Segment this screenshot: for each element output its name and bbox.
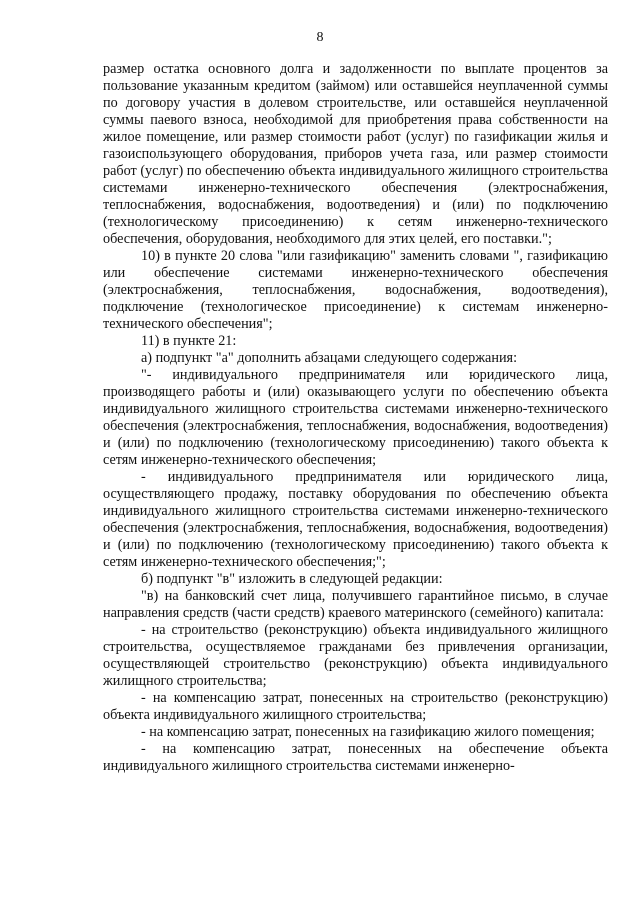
paragraph: размер остатка основного долга и задолженности по выплате процентов за пользование указанным кредитом (займом) или оставшейся неуплаченной суммы по договору участия в долевом строительстве, или оставшейся неуплаченной суммы паевого взноса, необходимой для приобретения права собственности на жилое помещение, или размер стоимости работ (услуг) по газификации жилья и газоиспользующего оборудования, приборов учета газа, или размер стоимости работ (услуг) по обеспечению объекта индивидуального жилищного строительства системами инженерно-технического обеспечения (электроснабжения, теплоснабжения, водоснабжения, водоотведения) и (или) по подключению (технологическому присоединению) к сетям инженерно-технического обеспечения, оборудования, необходимого для этих целей, его поставки."; [103, 61, 608, 247]
paragraph: - на компенсацию затрат, понесенных на строительство (реконструкцию) объекта индивидуального жилищного строительства; [103, 690, 608, 723]
paragraph: - индивидуального предпринимателя или юридического лица, осуществляющего продажу, поставку оборудования по обеспечению объекта индивидуального жилищного строительства системами инженерно-технического обеспечения (электроснабжения, теплоснабжения, водоснабжения, водоотведения) и (или) по подключению (технологическому присоединению) такого объекта к сетям инженерно-технического обеспечения;"; [103, 469, 608, 570]
paragraph: "- индивидуального предпринимателя или юридического лица, производящего работы и (или) оказывающего услуги по обеспечению объекта индивидуального жилищного строительства системами инженерно-технического обеспечения (электроснабжения, теплоснабжения, водоснабжения, водоотведения) и (или) по подключению (технологическому присоединению) такого объекта к сетям инженерно-технического обеспечения; [103, 367, 608, 468]
paragraph: - на строительство (реконструкцию) объекта индивидуального жилищного строительства, осуществляемое гражданами без привлечения организации, осуществляющей строительство (реконструкцию) объекта индивидуального жилищного строительства; [103, 622, 608, 689]
body-text [103, 61, 608, 775]
paragraph: 10) в пункте 20 слова "или газификацию" заменить словами ", газификацию или обеспечение системами инженерно-технического обеспечения (электроснабжения, теплоснабжения, водоснабжения, водоотведения), подключение (технологическое присоединение) к системам инженерно-технического обеспечения"; [103, 248, 608, 332]
paragraph: 11) в пункте 21: [141, 333, 237, 349]
paragraph: б) подпункт "в" изложить в следующей редакции: [141, 571, 443, 587]
page-number: 8 [316, 30, 324, 45]
paragraph: - на компенсацию затрат, понесенных на обеспечение объекта индивидуального жилищного строительства системами инженерно- [103, 741, 608, 774]
paragraph: - на компенсацию затрат, понесенных на газификацию жилого помещения; [141, 724, 595, 740]
paragraph: а) подпункт "а" дополнить абзацами следующего содержания: [141, 350, 518, 366]
paragraph: "в) на банковский счет лица, получившего гарантийное письмо, в случае направления средств (части средств) краевого материнского (семейного) капитала: [103, 588, 608, 621]
